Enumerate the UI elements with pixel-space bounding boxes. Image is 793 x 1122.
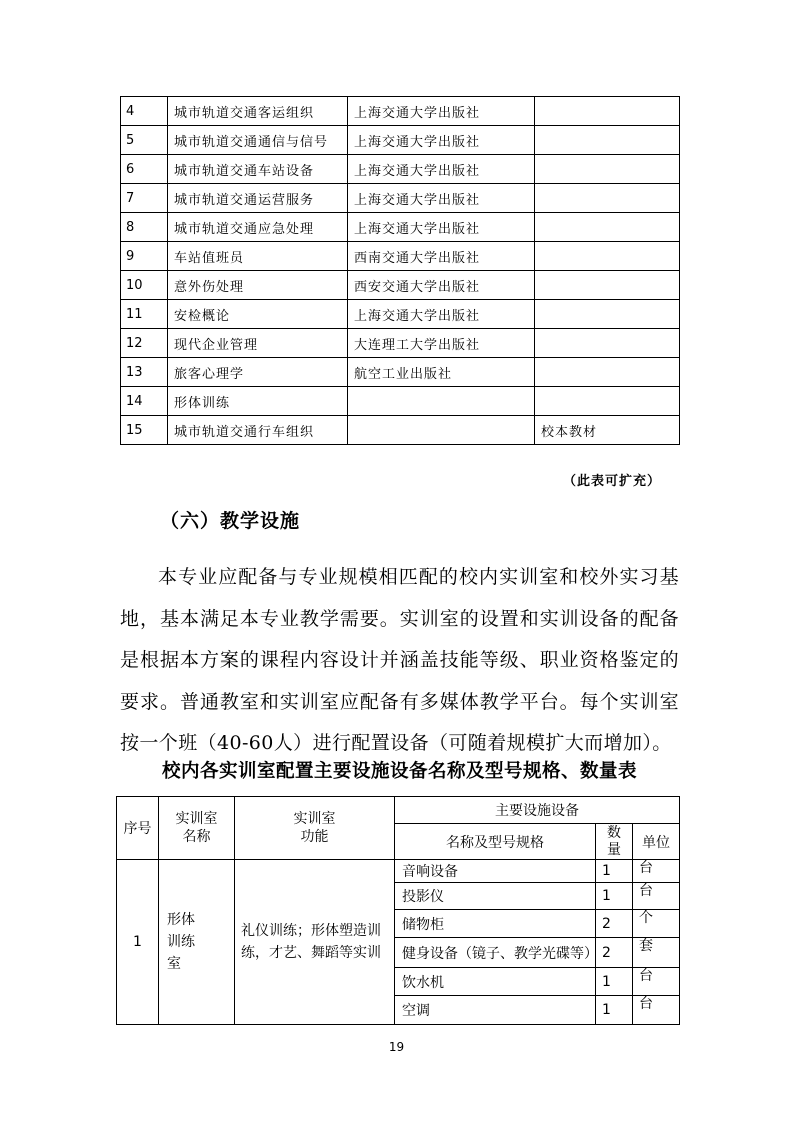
- row-number: 11: [121, 300, 168, 329]
- equipment-quantity: 1: [596, 968, 633, 996]
- book-title: 形体训练: [168, 387, 348, 416]
- room-function: 礼仪训练；形体塑造训练，才艺、舞蹈等实训: [235, 860, 395, 1025]
- table-row: [121, 329, 680, 358]
- page-number: 19: [388, 1040, 405, 1054]
- table-row: [117, 860, 680, 883]
- remark: [535, 126, 680, 155]
- remark: [535, 387, 680, 416]
- header-room-function: [235, 797, 395, 860]
- room-table-title: 校内各实训室配置主要设施设备名称及型号规格、数量表: [161, 761, 637, 782]
- row-number: 5: [121, 126, 168, 155]
- row-number: 15: [121, 416, 168, 445]
- book-title: 城市轨道交通车站设备: [168, 155, 348, 184]
- row-number: 8: [121, 213, 168, 242]
- room-name-text: 形体训练室: [167, 912, 195, 972]
- header-room-function-text: 实训室功能: [293, 811, 336, 845]
- table-row: [121, 97, 680, 126]
- equipment-name: 音响设备: [395, 860, 596, 883]
- row-number: 9: [121, 242, 168, 271]
- book-title: 意外伤处理: [168, 271, 348, 300]
- publisher: 上海交通大学出版社: [348, 300, 535, 329]
- publisher: [348, 387, 535, 416]
- table-row: [121, 242, 680, 271]
- remark: [535, 213, 680, 242]
- row-number: 13: [121, 358, 168, 387]
- table-row: [121, 387, 680, 416]
- equipment-quantity: 1: [596, 883, 633, 910]
- remark: [535, 271, 680, 300]
- equipment-unit: 台: [633, 883, 680, 910]
- publisher: 上海交通大学出版社: [348, 97, 535, 126]
- equipment-quantity: 2: [596, 938, 633, 968]
- publisher: [348, 416, 535, 445]
- publisher: 航空工业出版社: [348, 358, 535, 387]
- remark: 校本教材: [535, 416, 680, 445]
- equipment-unit: 台: [633, 968, 680, 996]
- training-room-table-body: [117, 860, 680, 1025]
- book-title: 城市轨道交通应急处理: [168, 213, 348, 242]
- header-room-name: [159, 797, 235, 860]
- equipment-name: 饮水机: [395, 968, 596, 996]
- row-number: 6: [121, 155, 168, 184]
- header-quantity: [596, 824, 633, 860]
- equipment-quantity: 2: [596, 910, 633, 938]
- header-main-equipment: 主要设施设备: [395, 797, 680, 824]
- book-title: 城市轨道交通客运组织: [168, 97, 348, 126]
- table-row: [121, 358, 680, 387]
- row-number: 14: [121, 387, 168, 416]
- remark: [535, 300, 680, 329]
- book-title: 现代企业管理: [168, 329, 348, 358]
- table-row: [121, 416, 680, 445]
- header-room-name-text: 实训室名称: [175, 811, 218, 845]
- table-row: [121, 271, 680, 300]
- equipment-unit: 台: [633, 996, 680, 1025]
- equipment-name: 空调: [395, 996, 596, 1025]
- remark: [535, 155, 680, 184]
- table-row: [121, 213, 680, 242]
- table-row: [121, 300, 680, 329]
- publisher: 上海交通大学出版社: [348, 155, 535, 184]
- equipment-name: 健身设备（镜子、教学光碟等）: [395, 938, 596, 968]
- remark: [535, 329, 680, 358]
- publisher: 上海交通大学出版社: [348, 213, 535, 242]
- book-title: 城市轨道交通通信与信号: [168, 126, 348, 155]
- remark: [535, 358, 680, 387]
- book-title: 城市轨道交通行车组织: [168, 416, 348, 445]
- row-number: 7: [121, 184, 168, 213]
- remark: [535, 97, 680, 126]
- equipment-unit: 台: [633, 860, 680, 883]
- publisher: 大连理工大学出版社: [348, 329, 535, 358]
- equipment-unit: 个: [633, 910, 680, 938]
- row-number: 12: [121, 329, 168, 358]
- training-room-table: [116, 796, 680, 1025]
- publisher: 西南交通大学出版社: [348, 242, 535, 271]
- publisher: 上海交通大学出版社: [348, 184, 535, 213]
- expand-note: （此表可扩充）: [562, 474, 661, 489]
- header-unit: 单位: [633, 824, 680, 860]
- equipment-name: 储物柜: [395, 910, 596, 938]
- equipment-quantity: 1: [596, 996, 633, 1025]
- room-number: 1: [117, 860, 159, 1025]
- row-number: 4: [121, 97, 168, 126]
- book-title: 车站值班员: [168, 242, 348, 271]
- header-quantity-text: 数量: [607, 824, 621, 858]
- equipment-unit: 套: [633, 938, 680, 968]
- publisher: 上海交通大学出版社: [348, 126, 535, 155]
- publisher: 西安交通大学出版社: [348, 271, 535, 300]
- section-heading: （六）教学设施: [160, 510, 301, 532]
- equipment-name: 投影仪: [395, 883, 596, 910]
- table-row: [121, 126, 680, 155]
- textbook-table: [120, 96, 680, 445]
- row-number: 10: [121, 271, 168, 300]
- table-row: [121, 155, 680, 184]
- table-row: [121, 184, 680, 213]
- remark: [535, 242, 680, 271]
- body-paragraph: 本专业应配备与专业规模相匹配的校内实训室和校外实习基地，基本满足本专业教学需要。实训室的设置和实训设备的配备是根据本方案的课程内容设计并涵盖技能等级、职业资格鉴定的要求。普通教室和实训室应配备有多媒体教学平台。每个实训室按一个班（40-60人）进行配置设备（可随着规模扩大而增加）。: [120, 566, 679, 754]
- header-equipment-spec: 名称及型号规格: [395, 824, 596, 860]
- book-title: 旅客心理学: [168, 358, 348, 387]
- book-title: 城市轨道交通运营服务: [168, 184, 348, 213]
- remark: [535, 184, 680, 213]
- textbook-table-body: [121, 97, 680, 445]
- header-no: 序号: [117, 797, 159, 860]
- book-title: 安检概论: [168, 300, 348, 329]
- equipment-quantity: 1: [596, 860, 633, 883]
- room-name: [159, 860, 235, 1025]
